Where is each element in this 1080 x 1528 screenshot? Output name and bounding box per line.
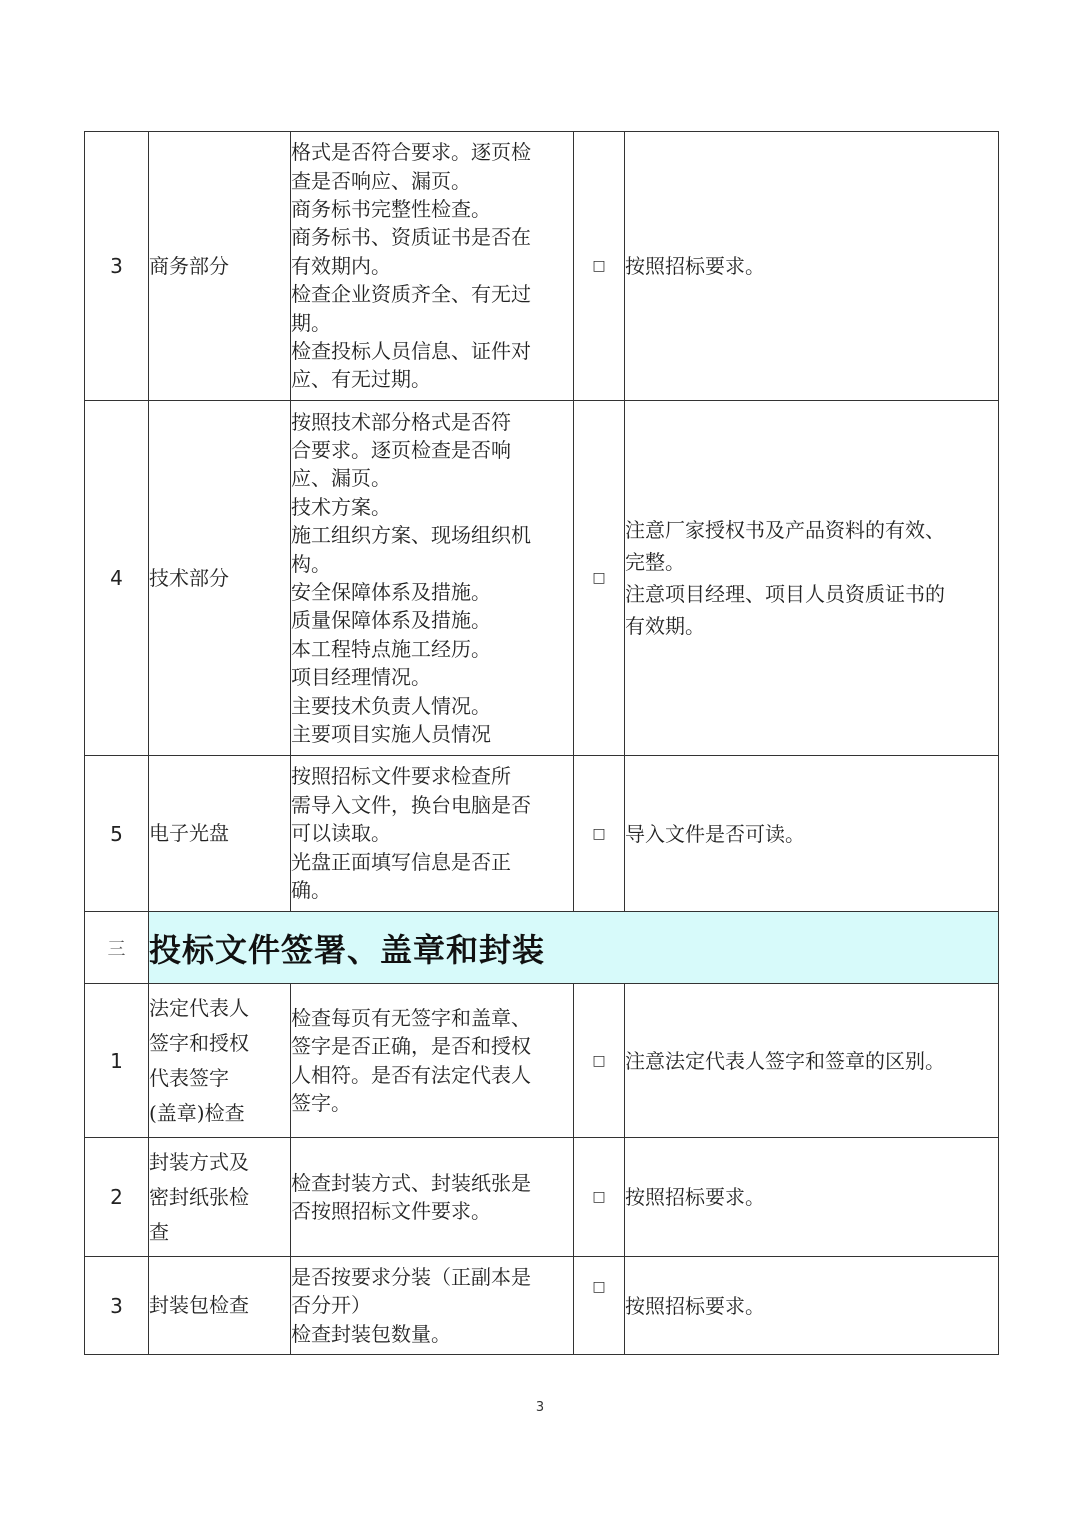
content-line: 按照技术部分格式是否符 bbox=[291, 409, 511, 434]
row-number: 2 bbox=[85, 1138, 149, 1257]
remark-line: 注意项目经理、项目人员资质证书的 bbox=[625, 582, 945, 606]
remark-cell bbox=[625, 1138, 999, 1257]
content-line: 是否按要求分装（正副本是 bbox=[291, 1264, 531, 1289]
checkbox[interactable]: □ bbox=[592, 1279, 606, 1295]
content-line: 可以读取。 bbox=[291, 821, 391, 846]
item-name-line: 商务部分 bbox=[149, 253, 229, 278]
item-name-line: 封装包检查 bbox=[149, 1293, 249, 1317]
page-number: 3 bbox=[535, 1400, 545, 1415]
content-line: 检查企业资质齐全、有无过 bbox=[291, 282, 531, 307]
row-number: 1 bbox=[85, 984, 149, 1138]
remark-line: 完整。 bbox=[625, 550, 685, 574]
content-line: 有效期内。 bbox=[291, 253, 391, 278]
remark-line: 注意厂家授权书及产品资料的有效、 bbox=[625, 518, 945, 542]
table-row bbox=[85, 756, 999, 912]
item-name-line: 技术部分 bbox=[149, 565, 229, 590]
item-name-line: 电子光盘 bbox=[149, 821, 229, 845]
checkbox-cell bbox=[574, 401, 625, 756]
checkbox-cell bbox=[574, 984, 625, 1138]
remark-cell bbox=[625, 756, 999, 912]
item-name bbox=[149, 1138, 291, 1257]
remark-cell bbox=[625, 401, 999, 756]
content-line: 应、有无过期。 bbox=[291, 367, 431, 392]
content-line: 项目经理情况。 bbox=[291, 665, 431, 690]
content-line: 应、漏页。 bbox=[291, 466, 391, 491]
content-line: 签字。 bbox=[291, 1090, 351, 1115]
row-number: 3 bbox=[85, 1257, 149, 1355]
row-number: 3 bbox=[85, 132, 149, 401]
remark-line: 按照招标要求。 bbox=[625, 1185, 765, 1209]
item-name-line: (盖章)检查 bbox=[149, 1100, 245, 1125]
content-line: 否分开） bbox=[291, 1293, 371, 1318]
check-content bbox=[291, 756, 574, 912]
table-row bbox=[85, 1257, 999, 1355]
table-row bbox=[85, 132, 999, 401]
content-line: 人相符。是否有法定代表人 bbox=[291, 1062, 531, 1087]
item-name bbox=[149, 1257, 291, 1355]
row-number: 5 bbox=[85, 756, 149, 912]
remark-line: 按照招标要求。 bbox=[625, 254, 765, 278]
content-line: 检查封装包数量。 bbox=[291, 1321, 451, 1346]
item-name bbox=[149, 756, 291, 912]
checkbox-cell bbox=[574, 132, 625, 401]
checkbox-cell bbox=[574, 756, 625, 912]
check-content bbox=[291, 401, 574, 756]
item-name-line: 法定代表人 bbox=[149, 995, 249, 1020]
checkbox-cell bbox=[574, 1257, 625, 1355]
section-header-row bbox=[85, 912, 999, 984]
table-row bbox=[85, 401, 999, 756]
content-line: 合要求。逐页检查是否响 bbox=[291, 437, 511, 462]
remark-cell bbox=[625, 984, 999, 1138]
item-name-line: 封装方式及 bbox=[149, 1149, 249, 1174]
content-line: 检查投标人员信息、证件对 bbox=[291, 339, 531, 364]
checkbox-cell bbox=[574, 1138, 625, 1257]
item-name-line: 查 bbox=[149, 1219, 169, 1244]
table-row bbox=[85, 1138, 999, 1257]
table-row bbox=[85, 984, 999, 1138]
content-line: 签字是否正确，是否和授权 bbox=[291, 1034, 531, 1059]
check-content bbox=[291, 1257, 574, 1355]
row-number: 4 bbox=[85, 401, 149, 756]
content-line: 按照招标文件要求检查所 bbox=[291, 764, 511, 789]
check-content bbox=[291, 984, 574, 1138]
item-name bbox=[149, 132, 291, 401]
content-line: 商务标书完整性检查。 bbox=[291, 196, 491, 221]
item-name bbox=[149, 401, 291, 756]
remark-cell bbox=[625, 132, 999, 401]
content-line: 光盘正面填写信息是否正 bbox=[291, 849, 511, 874]
content-line: 查是否响应、漏页。 bbox=[291, 168, 471, 193]
item-name-line: 密封纸张检 bbox=[149, 1184, 249, 1209]
section-number: 三 bbox=[85, 912, 149, 984]
check-content bbox=[291, 1138, 574, 1257]
content-line: 检查每页有无签字和盖章、 bbox=[291, 1005, 531, 1030]
content-line: 安全保障体系及措施。 bbox=[291, 580, 491, 604]
content-line: 技术方案。 bbox=[291, 494, 391, 519]
content-line: 主要技术负责人情况。 bbox=[291, 693, 491, 718]
item-name-line: 代表签字 bbox=[149, 1065, 229, 1090]
remark-line: 有效期。 bbox=[625, 614, 705, 638]
content-line: 需导入文件，换台电脑是否 bbox=[291, 792, 531, 817]
checklist-table bbox=[84, 131, 999, 1355]
content-line: 构。 bbox=[291, 551, 331, 576]
content-line: 施工组织方案、现场组织机 bbox=[291, 523, 531, 548]
content-line: 质量保障体系及措施。 bbox=[291, 608, 491, 633]
content-line: 确。 bbox=[291, 878, 331, 903]
remark-line: 按照招标要求。 bbox=[625, 1293, 765, 1318]
content-line: 主要项目实施人员情况 bbox=[291, 722, 491, 747]
content-line: 检查封装方式、封装纸张是 bbox=[291, 1170, 531, 1195]
content-line: 格式是否符合要求。逐页检 bbox=[291, 140, 531, 165]
item-name bbox=[149, 984, 291, 1138]
content-line: 商务标书、资质证书是否在 bbox=[291, 225, 531, 250]
remark-cell bbox=[625, 1257, 999, 1355]
content-line: 期。 bbox=[291, 310, 331, 335]
content-line: 本工程特点施工经历。 bbox=[291, 636, 491, 661]
remark-line: 注意法定代表人签字和签章的区别。 bbox=[625, 1048, 945, 1073]
checkbox[interactable]: □ bbox=[592, 825, 606, 842]
remark-line: 导入文件是否可读。 bbox=[625, 821, 805, 846]
item-name-line: 签字和授权 bbox=[149, 1030, 249, 1055]
checkbox[interactable]: □ bbox=[592, 1189, 606, 1205]
checkbox[interactable]: □ bbox=[592, 570, 606, 586]
section-title: 投标文件签署、盖章和封装 bbox=[149, 912, 999, 984]
checkbox[interactable]: □ bbox=[592, 258, 606, 274]
checkbox[interactable]: □ bbox=[592, 1052, 606, 1069]
content-line: 否按照招标文件要求。 bbox=[291, 1199, 491, 1223]
check-content bbox=[291, 132, 574, 401]
